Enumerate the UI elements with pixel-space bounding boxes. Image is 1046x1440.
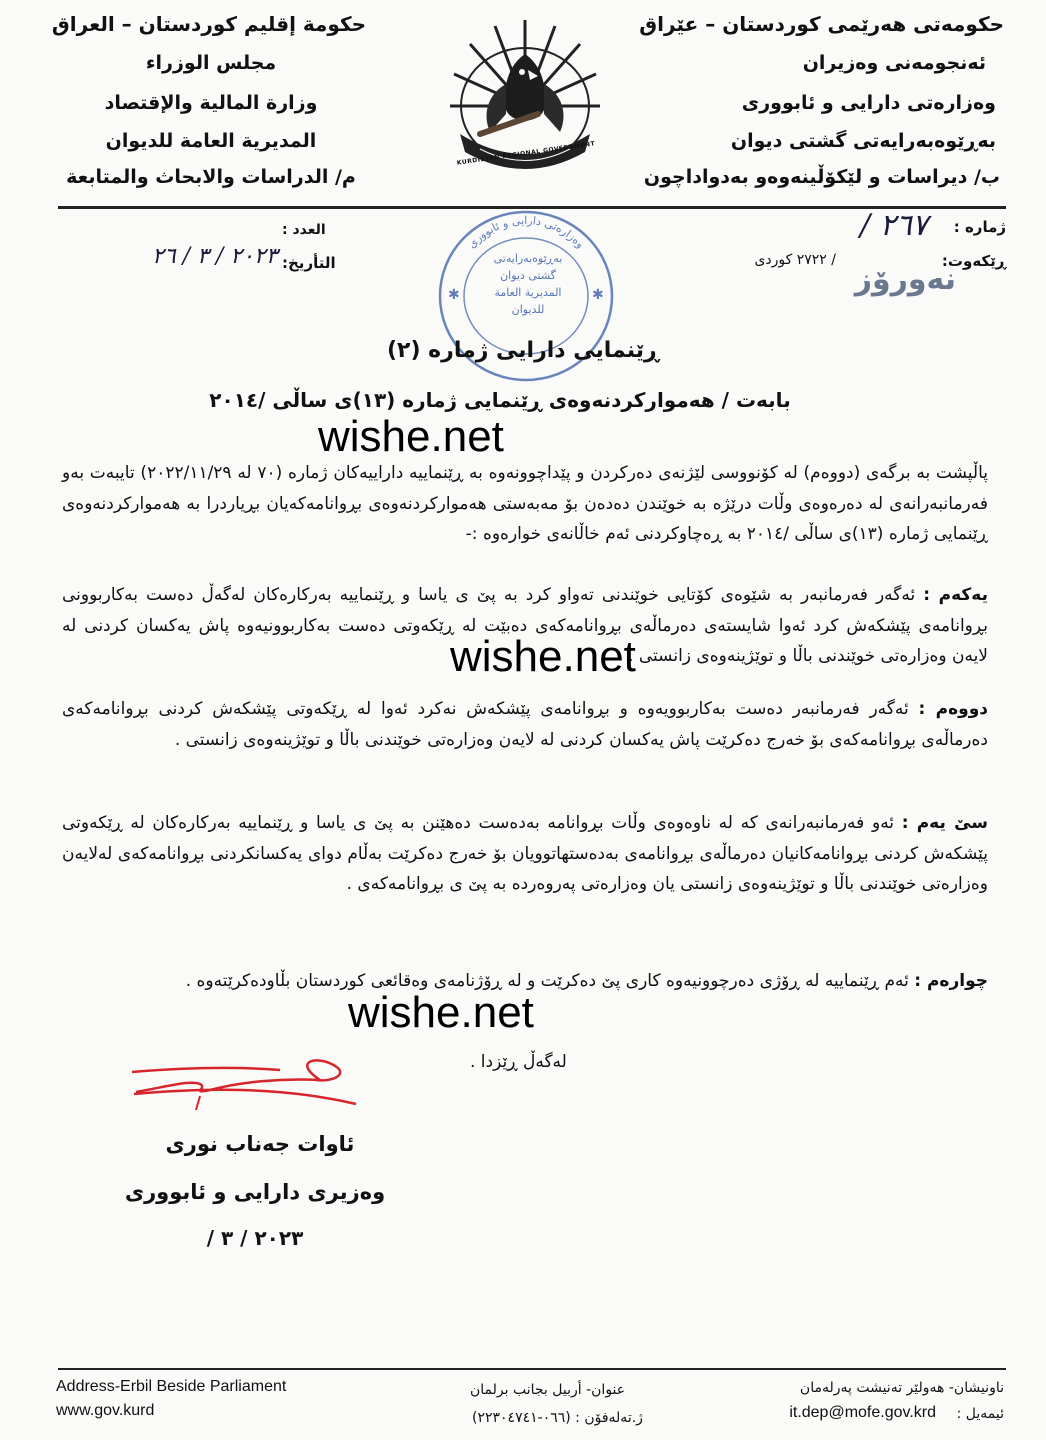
footer-center-address: عنوان- أربيل بجانب برلمان	[470, 1382, 626, 1398]
signature-scribble-icon	[120, 1050, 380, 1120]
body-point-3	[62, 808, 988, 900]
rekawt-label: ڕێكەوت:	[941, 252, 1006, 270]
document-subject: بابەت / هەمواركردنەوەی ڕێنمایی ژمارە (١٣)ی ساڵی /٢٠١٤	[209, 388, 791, 412]
stamp-inner-4: للديوان	[511, 303, 545, 316]
stamp-inner-1: بەڕێوەبەرایەتی	[493, 252, 563, 265]
footer-right-address: ناونیشان- هەولێر تەنیشت پەرلەمان	[799, 1380, 1004, 1396]
header-right-line-5: ب/ دیراسات و لێكۆڵینەوەو بەدواداچون	[643, 166, 1000, 188]
header-left-line-1: حكومة إقليم كوردستان – العراق	[51, 12, 366, 36]
signatory-name: ئاوات جەناب نوری	[165, 1132, 355, 1156]
stamp-inner-text	[478, 250, 578, 318]
header-right-line-3: وەزارەتی دارایی و ئابووری	[741, 92, 996, 114]
svg-text:✱: ✱	[592, 287, 604, 303]
point-3-text: ئەو فەرمانبەرانەی كە لە ناوەوەی وڵات بڕوانامە بەدەست دەهێنن بە پێ ی یاسا و ڕێنماییە بەركارەكان لە ڕێكەوتی پێشكەش كردنی بڕوانامەكانیان دەرماڵەی بڕوانامەی بەدەستهاتوویان بۆ خەرج دەكرێت بەڵام دوای یەكسانكردنی بڕوانامەكەی لەلایەن وەزارەتی خوێندنی باڵا و توێژینەوەی زانستی یان وەزارەتی پەروەردە بە پێ ی بڕوانامەكەی .	[62, 813, 988, 894]
header-left-line-5: م/ الدراسات والابحاث والمتابعة	[66, 166, 356, 188]
header-left-line-3: وزارة المالية والإقتصاد	[104, 92, 318, 114]
footer-left-address: Address-Erbil Beside Parliament	[56, 1378, 287, 1395]
header-left-line-2: مجلس الوزراء	[145, 52, 277, 74]
closing-text: لەگەڵ ڕێزدا .	[470, 1052, 567, 1072]
footer-divider	[58, 1368, 1006, 1370]
zhmara-value: ٢٦٧ /	[860, 208, 928, 243]
header-left-line-4: المديرية العامة للديوان	[105, 130, 317, 152]
header-right-line-2: ئەنجومەنی وەزیران	[802, 52, 986, 74]
emblem-caption: KURDISTAN REGIONAL GOVERNMENT	[456, 140, 596, 167]
header-right-line-4: بەڕێوەبەرایەتی گشتی دیوان	[730, 130, 996, 152]
point-4-label: چوارەم :	[914, 971, 988, 991]
tarikh-label: التأريخ:	[282, 254, 336, 272]
signatory-position: وەزیری دارایی و ئابووری	[124, 1180, 386, 1204]
footer-right-email[interactable]: it.dep@mofe.gov.krd	[789, 1404, 936, 1421]
adad-label: العدد :	[282, 222, 326, 238]
point-3-label: سێ یەم :	[901, 813, 988, 833]
svg-text:✱: ✱	[448, 287, 460, 303]
point-2-text: ئەگەر فەرمانبەر دەست بەكاربوویەوە و بڕوانامەی پێشكەش نەكرد ئەوا لە ڕێكەوتی پێشكەش كردنی بڕوانامەكەی دەرماڵەی بڕوانامەكەی بۆ خەرج دەكرێت پاش یەكسان كردنی لە لایەن وەزارەتی خوێندنی باڵا و توێژینەوەی زانستی .	[62, 699, 988, 750]
watermark-3: wishe.net	[348, 988, 534, 1037]
document-title: ڕێنمایی دارایی ژمارە (٢)	[386, 338, 660, 363]
watermark-1: wishe.net	[318, 412, 504, 461]
header-right-line-1: حكومەتی هەرێمی كوردستان – عێراق	[639, 12, 1004, 36]
point-4-text: ئەم ڕێنماییە لە ڕۆژی دەرچوونیەوە كاری پێ دەكرێت و لە ڕۆژنامەی وەقائعی كوردستان بڵاودەكرێتەوە .	[185, 971, 909, 991]
point-2-label: دووەم :	[918, 699, 988, 719]
footer-center-phone: ژ.تەلەفۆن : (٠٦٦-٢٢٣٠٤٧٤١)	[472, 1410, 643, 1426]
tarikh-value: ٢٠٢٣ / ٣ / ٢٦	[152, 244, 278, 269]
body-intro: پاڵپشت بە برگەی (دووەم) لە كۆنووسی لێژنەی دەركردن و پێداچوونەوە بە ڕێنماییە داراییەكان ژمارە (٧٠ لە ٢٠٢٢/١١/٢٩) تایبەت بەو فەرمانبەرانەی لە دەرەوەی وڵات درێژە بە خوێندن دەدەن بۆ مەبەستی هەمواركردنەوەی بڕوانامەكەیان بڕیاردرا بە هەمواركردنەوەی ڕێنمایی ژمارە (١٣)ی ساڵی /٢٠١٤ بە ڕەچاوكردنی ئەم خاڵانەی خوارەوە :-	[62, 463, 989, 544]
nawroz-stamp: نەورۆز	[854, 262, 956, 297]
point-1-text: ئەگەر فەرمانبەر بە شێوەی كۆتایی خوێندنی تەواو كرد بە پێ ی یاسا و ڕێنماییە بەركارەكان لەگەڵ دەست بەكاربوونی بڕوانامەی پێشكەش كرد ئەوا شایستەی دەرماڵەی بڕوانامەكەی دەبێت لە ڕێكەوتی دەست بەكاربوونیەوە پاش یەكسان كردنی لە لایەن وەزارەتی خوێندنی باڵا و توێژینەوەی زانستی .	[62, 585, 988, 666]
zhmara-label: ژمارە :	[953, 218, 1006, 236]
body-point-2	[62, 694, 988, 755]
rekawt-kurdi: / ٢٧٢٢ كوردی	[754, 252, 836, 268]
watermark-2: wishe.net	[450, 632, 636, 681]
point-1-label: یەكەم :	[923, 585, 988, 605]
stamp-inner-3: المديرية العامة	[494, 286, 562, 299]
svg-text:وەزارەتی دارایی و ئابووری	[465, 214, 587, 251]
footer-right-email-label: ئیمەیل :	[956, 1406, 1004, 1422]
footer-left-web: www.gov.kurd	[56, 1402, 155, 1419]
signature-date: ٢٠٢٣ / ٣ /	[206, 1226, 304, 1250]
stamp-inner-2: گشتی دیوان	[500, 269, 556, 282]
stamp-ring-text: وەزارەتی دارایی و ئابووری	[465, 213, 587, 251]
